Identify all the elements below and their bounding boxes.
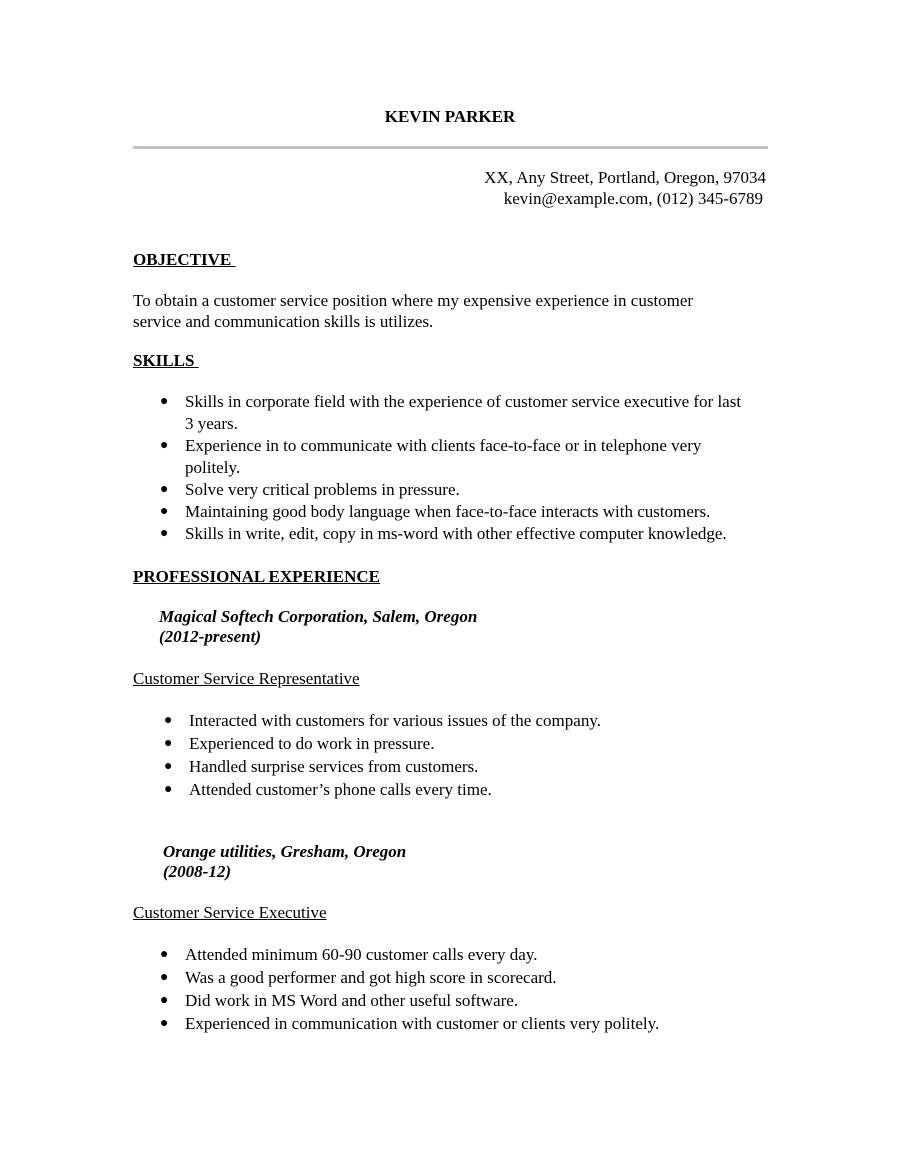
skill-text: Skills in write, edit, copy in ms-word with other effective computer knowledge. — [185, 524, 727, 543]
duty-text: Interacted with customers for various issues of the company. — [189, 711, 601, 730]
street-address: XX, Any Street, Portland, Oregon, 97034 — [484, 168, 766, 187]
objective-line-1: To obtain a customer service position where my expensive experience in customer — [133, 291, 694, 310]
skill-text: Solve very critical problems in pressure. — [185, 480, 460, 499]
skill-text-cont: politely. — [185, 458, 241, 477]
skill-text: Experience in to communicate with clients face-to-face or in telephone very — [185, 436, 702, 455]
skill-item — [160, 435, 770, 479]
duty-item — [160, 989, 770, 1012]
bullet-icon: ● — [160, 482, 169, 497]
candidate-name: KEVIN PARKER — [384, 107, 516, 126]
bullet-icon: ● — [160, 526, 169, 541]
skill-item — [160, 479, 770, 501]
skill-text-cont: 3 years. — [185, 414, 238, 433]
skill-item — [160, 501, 770, 523]
job-company-1 — [159, 607, 477, 647]
bullet-icon: ● — [164, 782, 173, 797]
bullet-icon: ● — [160, 394, 169, 409]
company-name: Orange utilities, Gresham, Oregon — [163, 842, 407, 861]
company-name: Magical Softech Corporation, Salem, Oregon — [159, 607, 478, 626]
objective-text — [133, 290, 773, 332]
bullet-icon: ● — [160, 947, 169, 962]
bullet-icon: ● — [164, 759, 173, 774]
job-duties-2 — [160, 943, 770, 1035]
job-period: (2008-12) — [163, 862, 231, 881]
duty-item — [160, 755, 770, 778]
bullet-icon: ● — [160, 970, 169, 985]
bullet-icon: ● — [160, 1016, 169, 1031]
job-company-2 — [163, 842, 406, 882]
duty-item — [160, 966, 770, 989]
bullet-icon: ● — [160, 504, 169, 519]
objective-heading: OBJECTIVE — [133, 250, 236, 269]
bullet-icon: ● — [160, 438, 169, 453]
skill-text: Maintaining good body language when face-to-face interacts with customers. — [185, 502, 711, 521]
skill-item — [160, 391, 770, 435]
header-divider — [133, 146, 768, 149]
duty-item — [160, 1012, 770, 1035]
duty-item — [160, 732, 770, 755]
skill-item — [160, 523, 770, 545]
skills-heading: SKILLS — [133, 351, 199, 370]
duty-item — [160, 709, 770, 732]
duty-item — [160, 943, 770, 966]
job-period: (2012-present) — [159, 627, 261, 646]
bullet-icon: ● — [160, 993, 169, 1008]
experience-heading: PROFESSIONAL EXPERIENCE — [133, 567, 381, 586]
skill-text: Skills in corporate field with the experience of customer service executive for last — [185, 392, 742, 411]
duty-item — [160, 778, 770, 801]
duty-text: Handled surprise services from customers. — [189, 757, 479, 776]
duty-text: Experienced in communication with customer or clients very politely. — [185, 1014, 660, 1033]
skills-list — [160, 391, 770, 545]
bullet-icon: ● — [164, 736, 173, 751]
duty-text: Did work in MS Word and other useful software. — [185, 991, 519, 1010]
duty-text: Attended minimum 60-90 customer calls every day. — [185, 945, 538, 964]
bullet-icon: ● — [164, 713, 173, 728]
job-title-2: Customer Service Executive — [133, 903, 327, 922]
duty-text: Experienced to do work in pressure. — [189, 734, 435, 753]
job-title-1: Customer Service Representative — [133, 669, 360, 688]
job-duties-1 — [160, 709, 770, 801]
duty-text: Was a good performer and got high score in scorecard. — [185, 968, 557, 987]
objective-line-2: service and communication skills is utilizes. — [133, 312, 434, 331]
email-phone: kevin@example.com, (012) 345-6789 — [503, 189, 763, 208]
contact-block — [484, 167, 766, 209]
duty-text: Attended customer’s phone calls every time. — [189, 780, 492, 799]
